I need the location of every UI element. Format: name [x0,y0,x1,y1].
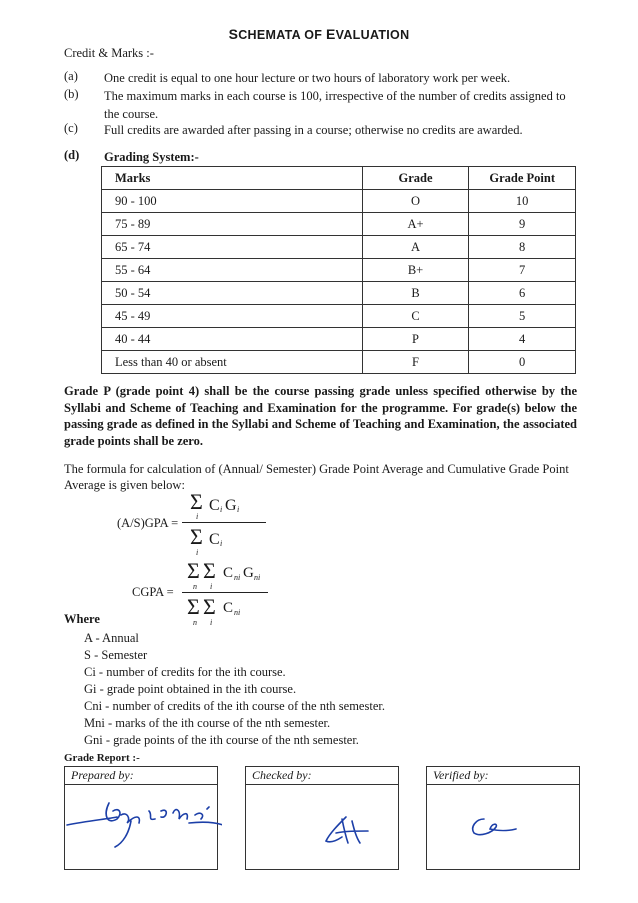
gpa-label: (A/S)GPA = [117,516,179,530]
cell-marks: 50 - 54 [102,282,363,305]
table-row [102,282,576,305]
grade-symbol: G [243,565,254,581]
checked-by-label: Checked by: [246,767,398,785]
cell-grade-point: 8 [469,236,576,259]
prepared-by-signature [57,785,222,855]
table-row [102,190,576,213]
index-i: i [237,505,240,514]
cell-grade: P [362,328,469,351]
prepared-by-box [64,766,218,870]
cell-grade-point: 4 [469,328,576,351]
sum-sign-i: Σ [203,594,216,619]
sum-sign: Σ [190,524,203,549]
verified-by-signature [462,807,522,847]
grade-symbol: G [225,497,237,514]
cell-marks: 55 - 64 [102,259,363,282]
verified-by-label: Verified by: [427,767,579,785]
table-row [102,328,576,351]
verified-by-box [426,766,580,870]
definition-item: A - Annual [84,631,139,645]
table-row [102,259,576,282]
credit-symbol: C [223,600,234,616]
cell-grade-point: 10 [469,190,576,213]
item-b-tag: (b) [64,87,79,101]
sum-sign-i: Σ [203,558,216,583]
title-initial-2: E [326,26,336,42]
title-initial-1: S [228,26,239,42]
index-i: i [220,505,223,514]
cell-grade: A+ [362,213,469,236]
title-part-2: VALUATION [335,28,410,42]
cell-grade-point: 7 [469,259,576,282]
index-n: n [193,618,197,627]
cell-grade: B [362,282,469,305]
credit-symbol: C [223,565,234,581]
definition-item: Gni - grade points of the ith course of the nth semester. [84,733,359,747]
formula-intro: The formula for calculation of (Annual/ Semester) Grade Point Average and Cumulative Grade Point Average is given below: [64,462,569,492]
index-i: i [220,539,223,548]
passing-grade-note: Grade P (grade point 4) shall be the course passing grade unless specified otherwise by the Syllabi and Scheme of Teaching and Examination for the programme. For grade(s) below the passing grade as defined in the Syllabi and Scheme of Teaching and Examination, the associated grade points shall be zero. [64,384,577,448]
item-b-text: The maximum marks in each course is 100, irrespective of the number of credits assigned to the course. [104,89,566,121]
grading-table [101,166,576,374]
item-c-tag: (c) [64,121,78,135]
table-row [102,351,576,374]
gpa-fraction-bar [182,522,266,523]
cgpa-label: CGPA = [132,585,174,599]
cell-grade: A [362,236,469,259]
sum-sign-n: Σ [187,594,200,619]
where-label: Where [64,612,100,626]
grade-report-label: Grade Report :- [64,752,140,764]
cell-grade: B+ [362,259,469,282]
table-row [102,305,576,328]
definition-item: Ci - number of credits for the ith course. [84,665,286,679]
item-d-tag: (d) [64,148,80,162]
cgpa-fraction-bar [182,592,268,593]
definition-item: Gi - grade point obtained in the ith course. [84,682,297,696]
cell-grade: O [362,190,469,213]
definition-item: S - Semester [84,648,148,662]
cell-grade-point: 0 [469,351,576,374]
definition-item: Cni - number of credits of the ith course of the nth semester. [84,699,385,713]
cell-grade: F [362,351,469,374]
credit-marks-label: Credit & Marks :- [64,46,154,60]
cell-marks: 40 - 44 [102,328,363,351]
index-i: i [210,582,213,591]
item-a-text: One credit is equal to one hour lecture or two hours of laboratory work per week. [104,71,511,85]
cell-marks: Less than 40 or absent [102,351,363,374]
sum-sign-n: Σ [187,558,200,583]
table-row [102,213,576,236]
index-ni: ni [254,573,261,582]
checked-by-box [245,766,399,870]
cell-grade-point: 9 [469,213,576,236]
table-row [102,236,576,259]
cell-grade-point: 5 [469,305,576,328]
header-grade-point: Grade Point [469,167,576,190]
index-i: i [196,512,199,521]
checked-by-signature [316,807,376,857]
item-a-tag: (a) [64,69,78,83]
title-part-1: CHEMATA OF [238,28,326,42]
index-ni: ni [234,608,241,617]
cell-marks: 65 - 74 [102,236,363,259]
page-title [0,26,638,42]
item-c-text: Full credits are awarded after passing in a course; otherwise no credits are awarded. [104,123,523,137]
prepared-by-label: Prepared by: [65,767,217,785]
item-d-text: Grading System:- [104,150,199,164]
credit-symbol: C [209,531,220,548]
header-grade: Grade [362,167,469,190]
cell-grade: C [362,305,469,328]
cell-marks: 45 - 49 [102,305,363,328]
credit-symbol: C [209,497,220,514]
definition-item: Mni - marks of the ith course of the nth semester. [84,716,331,730]
cell-marks: 90 - 100 [102,190,363,213]
cell-marks: 75 - 89 [102,213,363,236]
header-marks: Marks [102,167,363,190]
index-i: i [196,548,199,557]
index-i: i [210,618,213,627]
index-ni: ni [234,573,241,582]
index-n: n [193,582,197,591]
table-header-row [102,167,576,190]
sum-sign: Σ [190,489,203,514]
cell-grade-point: 6 [469,282,576,305]
